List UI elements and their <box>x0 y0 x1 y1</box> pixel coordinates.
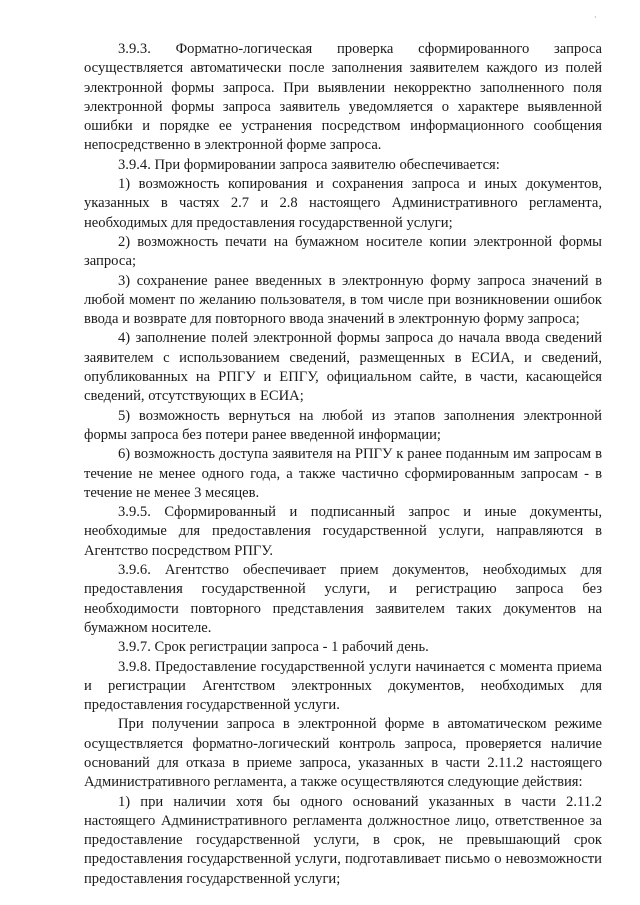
paragraph-3-9-8: 3.9.8. Предоставление государственной услуги начинается с момента приема и регистрации Агентством электронных документов, необходимых для предоставления государственной услуги. <box>84 658 602 714</box>
list-item-6: 6) возможность доступа заявителя на РПГУ к ранее поданным им запросам в течение не менее одного года, а также частично сформированным запросам - в течение не менее 3 месяцев. <box>84 446 602 501</box>
paragraph-3-9-6: 3.9.6. Агентство обеспечивает прием документов, необходимых для предоставления государственной услуги, и регистрацию запроса без необходимости повторного представления заявителем таких документов на бумажном носителе. <box>84 562 602 636</box>
list-item-5: 5) возможность вернуться на любой из этапов заполнения электронной формы запроса без потери ранее введенной информации; <box>84 407 602 443</box>
action-item-1: 1) при наличии хотя бы одного оснований указанных в части 2.11.2 настоящего Административного регламента должностное лицо, ответственное за предоставление государственной услуги, в срок, не превышающий срок предоставления государственной услуги, подготавливает письмо о невозможности предоставления государственной услуги; <box>84 793 602 887</box>
list-item-1: 1) возможность копирования и сохранения запроса и иных документов, указанных в частях 2.7 и 2.8 настоящего Административного регламента, необходимых для предоставления государственной услуги; <box>84 176 602 231</box>
document-page <box>84 40 602 889</box>
list-item-2: 2) возможность печати на бумажном носителе копии электронной формы запроса; <box>84 233 602 270</box>
scan-speck: · <box>594 13 597 22</box>
paragraph-3-9-3: 3.9.3. Форматно-логическая проверка сформированного запроса осуществляется автоматически после заполнения заявителем каждого из полей электронной формы запроса. При выявлении некорректно заполненного поля электронной формы запроса заявитель уведомляется о характере выявленной ошибки и порядке ее устранения посредством информационного сообщения непосредственно в электронной форме запроса. <box>84 41 602 154</box>
paragraph-electronic-request: При получении запроса в электронной форме в автоматическом режиме осуществляется форматно-логический контроль запроса, проверяется наличие оснований для отказа в приеме запроса, указанных в части 2.11.2 настоящего Административного регламента, а также осуществляются следующие действия: <box>84 716 602 791</box>
list-item-4: 4) заполнение полей электронной формы запроса до начала ввода сведений заявителем с использованием сведений, размещенных в ЕСИА, и сведений, опубликованных на РПГУ и ЕПГУ, официальном сайте, в части, касающейся сведений, отсутствующих в ЕСИА; <box>84 330 602 405</box>
paragraph-3-9-7: 3.9.7. Срок регистрации запроса - 1 рабочий день. <box>118 639 429 656</box>
list-item-3: 3) сохранение ранее введенных в электронную форму запроса значений в любой момент по желанию пользователя, в том числе при возникновении ошибок ввода и возврате для повторного ввода значений в электронную форму запроса; <box>84 272 602 328</box>
paragraph-3-9-4: 3.9.4. При формировании запроса заявителю обеспечивается: <box>118 156 500 173</box>
paragraph-3-9-5: 3.9.5. Сформированный и подписанный запрос и иные документы, необходимые для предоставления государственной услуги, направляются в Агентство посредством РПГУ. <box>84 504 602 559</box>
